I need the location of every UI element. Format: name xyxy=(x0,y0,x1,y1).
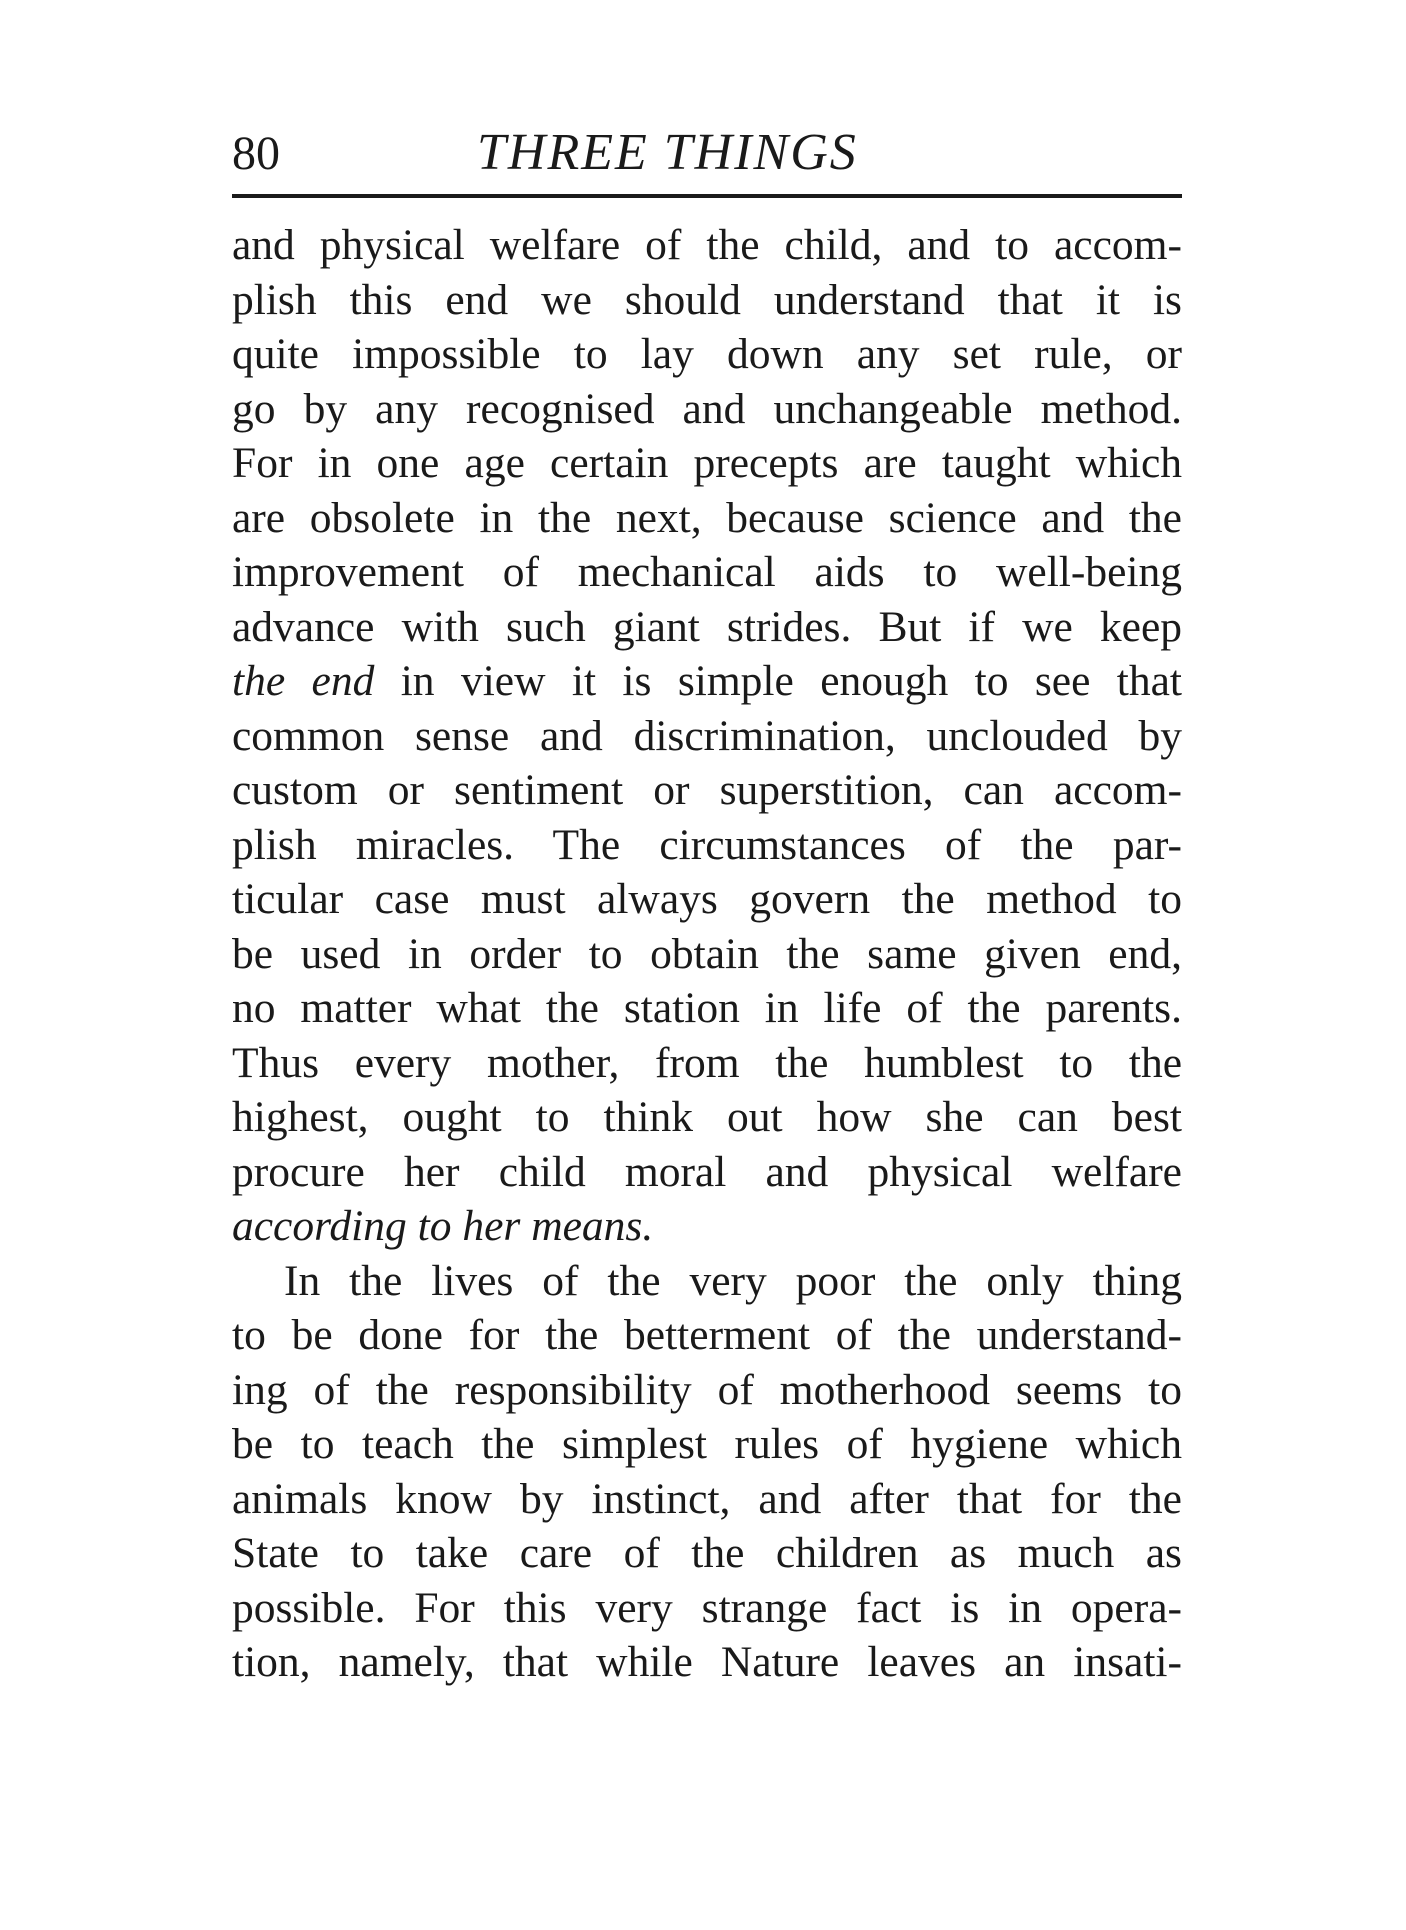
text-line: no matter what the station in life of the parents. xyxy=(232,984,1182,1032)
text-line: quite impossible to lay down any set rule, or xyxy=(232,330,1182,378)
text-line: are obsolete in the next, because science and the xyxy=(232,493,1182,542)
text-line: Thus every mother, from the humblest to the xyxy=(232,1038,1182,1087)
emphasis-text: according to her means. xyxy=(232,1202,654,1250)
emphasis-text: the end xyxy=(232,657,375,705)
text-line: For in one age certain precepts are taught which xyxy=(232,439,1182,487)
header-rule xyxy=(232,194,1182,198)
text-line: custom or sentiment or superstition, can accom- xyxy=(232,766,1182,814)
text-line: advance with such giant strides. But if we keep xyxy=(232,602,1182,651)
text-line: plish miracles. The circumstances of the par- xyxy=(232,820,1182,869)
text-line: possible. For this very strange fact is in opera- xyxy=(232,1583,1182,1632)
text-line: highest, ought to think out how she can best xyxy=(232,1093,1182,1141)
text-line: to be done for the betterment of the understand- xyxy=(232,1311,1182,1359)
text-line xyxy=(232,654,1182,709)
text-line: In the lives of the very poor the only thing xyxy=(284,1256,1182,1305)
text-line: be to teach the simplest rules of hygiene which xyxy=(232,1420,1182,1468)
text-line: improvement of mechanical aids to well-being xyxy=(232,548,1182,596)
body-text xyxy=(232,218,1182,1690)
text-line: and physical welfare of the child, and to accom- xyxy=(232,221,1182,269)
page-number: 80 xyxy=(232,127,280,180)
text-line: plish this end we should understand that it is xyxy=(232,275,1182,324)
text-run: in view it is simple enough to see that xyxy=(374,657,1182,705)
text-line: common sense and discrimination, unclouded by xyxy=(232,711,1182,760)
text-line: ing of the responsibility of motherhood seems to xyxy=(232,1365,1182,1414)
text-line xyxy=(232,1199,1182,1254)
text-line: animals know by instinct, and after that for the xyxy=(232,1474,1182,1523)
text-line: State to take care of the children as much as xyxy=(232,1529,1182,1577)
text-line: ticular case must always govern the method to xyxy=(232,875,1182,923)
text-line: tion, namely, that while Nature leaves an insati- xyxy=(232,1638,1182,1686)
text-line: go by any recognised and unchangeable method. xyxy=(232,384,1182,433)
text-line: be used in order to obtain the same given end, xyxy=(232,929,1182,978)
book-page xyxy=(232,120,1182,1686)
text-line: procure her child moral and physical welfare xyxy=(232,1147,1182,1196)
running-head xyxy=(232,120,1182,190)
running-title: THREE THINGS xyxy=(477,124,858,181)
